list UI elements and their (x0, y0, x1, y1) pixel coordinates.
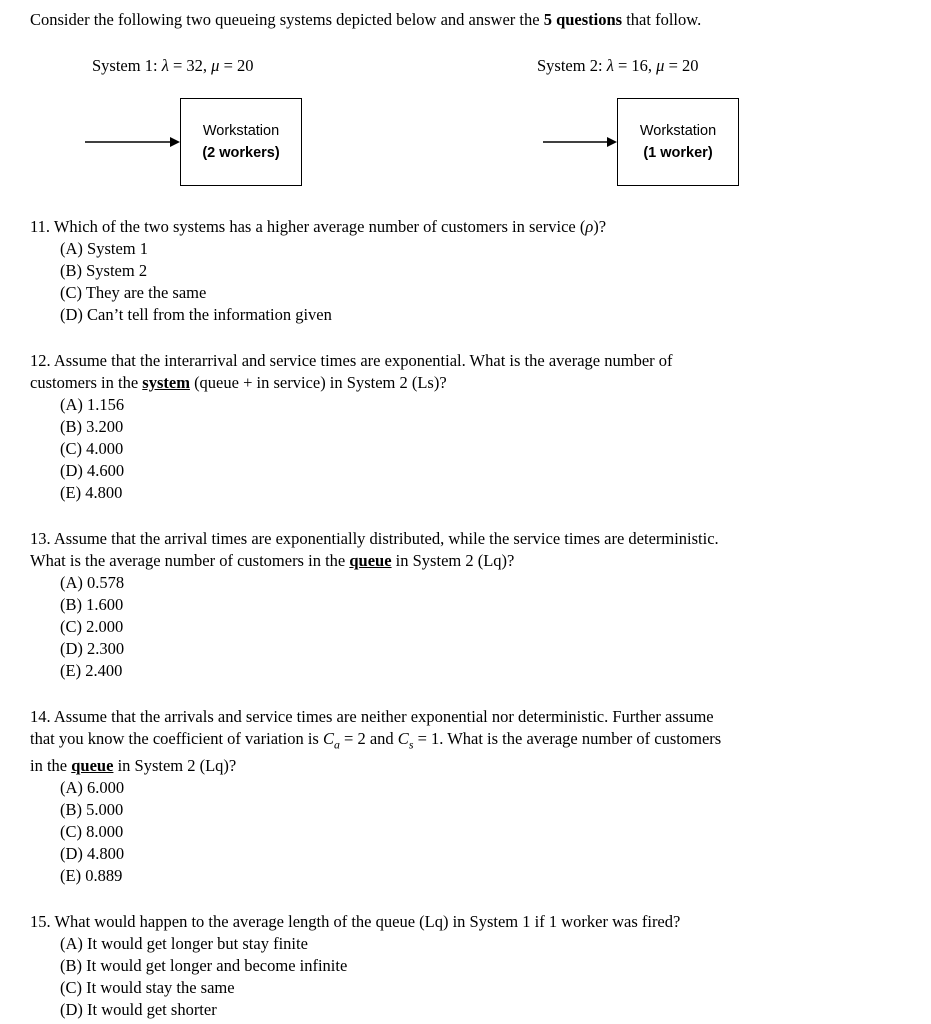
question-stem-line: 13. Assume that the arrival times are exponentially distributed, while the service times are deterministic. (30, 529, 719, 548)
question-stem-line: 12. Assume that the interarrival and service times are exponential. What is the average number of (30, 351, 673, 370)
answer-options (60, 777, 903, 887)
answer-option: (B) System 2 (60, 261, 148, 280)
system-headers-row (30, 55, 903, 77)
answer-option: (A) 1.156 (60, 395, 125, 414)
diagrams-row (30, 98, 903, 186)
answer-option: (C) They are the same (60, 283, 207, 302)
question-11 (30, 216, 903, 326)
intro-text: Consider the following two queueing systems depicted below and answer the 5 questions that follow. (30, 10, 702, 29)
answer-option: (E) 2.400 (60, 661, 123, 680)
answer-option: (C) 4.000 (60, 439, 124, 458)
question-13 (30, 528, 903, 682)
system2-diagram (543, 98, 739, 186)
answer-option: (B) 1.600 (60, 595, 124, 614)
answer-option: (A) 0.578 (60, 573, 125, 592)
workstation-label: Workstation (202, 123, 280, 139)
answer-option: (D) 2.300 (60, 639, 125, 658)
question-stem-line: customers in the system (queue + in service) in System 2 (Ls)? (30, 373, 447, 392)
exam-page (30, 9, 903, 1021)
question-14 (30, 706, 903, 887)
answer-option: (D) It would get shorter (60, 1000, 217, 1020)
answer-option: (B) 3.200 (60, 417, 124, 436)
question-stem-line: 15. What would happen to the average length of the queue (Lq) in System 1 if 1 worker was fired? (30, 912, 681, 932)
answer-option: (C) 2.000 (60, 617, 124, 636)
question-stem-line: 11. Which of the two systems has a higher average number of customers in service (ρ)? (30, 217, 607, 236)
answer-option: (E) 0.889 (60, 866, 123, 886)
answer-options (60, 238, 903, 326)
answer-options (60, 394, 903, 504)
workers-count-label: (2 workers) (202, 145, 280, 161)
answer-option: (D) 4.600 (60, 461, 125, 480)
question-15 (30, 911, 903, 1021)
answer-option: (C) It would stay the same (60, 978, 235, 998)
question-stem-line: 14. Assume that the arrivals and service times are neither exponential nor deterministic. Further assume (30, 707, 714, 726)
arrival-arrow-icon (543, 134, 617, 150)
system1-diagram (85, 98, 302, 186)
workers-count-label: (1 worker) (643, 145, 713, 161)
question-12 (30, 350, 903, 504)
workstation-label: Workstation (639, 123, 717, 139)
system2-header: System 2: λ = 16, μ = 20 (537, 56, 699, 75)
answer-option: (E) 4.800 (60, 483, 123, 502)
answer-options (60, 572, 903, 682)
system1-header: System 1: λ = 32, μ = 20 (92, 56, 254, 75)
answer-options (60, 933, 903, 1021)
answer-option: (B) It would get longer and become infinite (60, 956, 348, 976)
question-stem-line: in the queue in System 2 (Lq)? (30, 756, 237, 776)
answer-option: (B) 5.000 (60, 800, 124, 820)
arrival-arrow-icon (85, 134, 180, 150)
workstation-box-system1 (180, 98, 302, 186)
question-stem-line: that you know the coefficient of variation is $C_a = 2$ and $C_s = 1$. What is the average number of customers (30, 729, 722, 752)
answer-option: (D) Can’t tell from the information given (60, 305, 332, 324)
answer-option: (D) 4.800 (60, 844, 125, 864)
answer-option: (A) 6.000 (60, 778, 125, 798)
answer-option: (A) System 1 (60, 239, 148, 258)
question-stem-line: What is the average number of customers in the queue in System 2 (Lq)? (30, 551, 515, 570)
workstation-box-system2 (617, 98, 739, 186)
answer-option: (C) 8.000 (60, 822, 124, 842)
answer-option: (A) It would get longer but stay finite (60, 934, 308, 954)
